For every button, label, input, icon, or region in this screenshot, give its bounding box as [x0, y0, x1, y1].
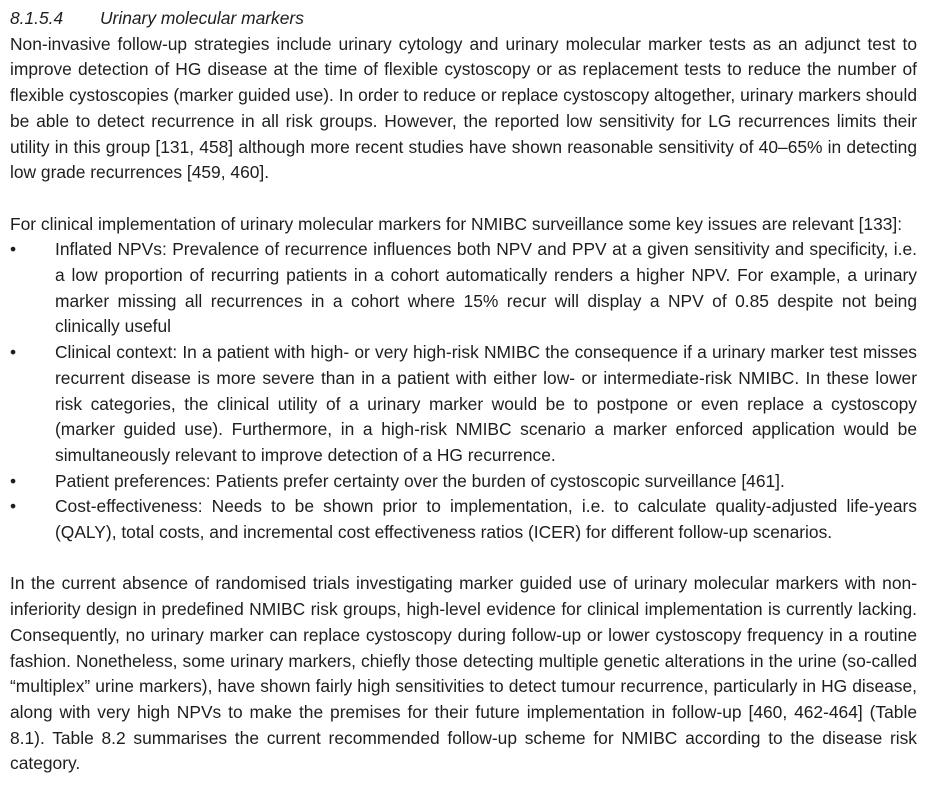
section-title: Urinary molecular markers [100, 8, 304, 28]
paragraph-spacer [10, 546, 917, 572]
section-number: 8.1.5.4 [10, 8, 64, 28]
list-item [10, 469, 917, 495]
list-item-text: Inflated NPVs: Prevalence of recurrence influences both NPV and PPV at a given sensitivity and specificity, i.e. a low proportion of recurring patients in a cohort automatically renders a higher NPV. For example, a urinary marker missing all recurrences in a cohort where 15% recur will display a NPV of 0.85 despite not being clinically useful [55, 239, 917, 337]
paragraph-spacer [10, 186, 917, 212]
intro-paragraph: Non-invasive follow-up strategies include urinary cytology and urinary molecular marker tests as an adjunct test to improve detection of HG disease at the time of flexible cystoscopy or as replacement tests to reduce the number of flexible cystoscopies (marker guided use). In order to reduce or replace cystoscopy altogether, urinary markers should be able to detect recurrence in all risk groups. However, the reported low sensitivity for LG recurrences limits their utility in this group [131, 458] although more recent studies have shown reasonable sensitivity of 40–65% in detecting low grade recurrences [459, 460]. [10, 33, 917, 183]
section-heading [10, 6, 917, 32]
key-issues-list [10, 237, 917, 545]
list-item-text: Clinical context: In a patient with high- or very high-risk NMIBC the consequence if a urinary marker test misses recurrent disease is more severe than in a patient with either low- or intermediate-risk NMIBC. In these lower risk categories, the clinical utility of a urinary marker would be to postpone or even replace a cystoscopy (marker guided use). Furthermore, in a high-risk NMIBC scenario a marker enforced application would be simultaneously relevant to improve detection of a HG recurrence. [55, 342, 917, 465]
issues-intro-paragraph: For clinical implementation of urinary molecular markers for NMIBC surveillance some key issues are relevant [133]: [10, 213, 903, 234]
bullet-marker: • [10, 470, 17, 491]
bullet-marker: • [10, 239, 17, 260]
bullet-marker: • [10, 496, 17, 517]
list-item [10, 494, 917, 545]
list-item-text: Patient preferences: Patients prefer certainty over the burden of cystoscopic surveillance [461]. [55, 470, 785, 491]
list-item [10, 237, 917, 340]
bullet-marker: • [10, 342, 17, 363]
list-item [10, 340, 917, 469]
list-item-text: Cost-effectiveness: Needs to be shown prior to implementation, i.e. to calculate quality-adjusted life-years (QALY), total costs, and incremental cost effectiveness ratios (ICER) for different follow-up scenarios. [55, 496, 917, 543]
conclusion-paragraph: In the current absence of randomised trials investigating marker guided use of urinary molecular markers with non-inferiority design in predefined NMIBC risk groups, high-level evidence for clinical implementation is currently lacking. Consequently, no urinary marker can replace cystoscopy during follow-up or lower cystoscopy frequency in a routine fashion. Nonetheless, some urinary markers, chiefly those detecting multiple genetic alterations in the urine (so-called “multiplex” urine markers), have shown fairly high sensitivities to detect tumour recurrence, particularly in HG disease, along with very high NPVs to make the premises for their future implementation in follow-up [460, 462-464] (Table 8.1). Table 8.2 summarises the current recommended follow-up scheme for NMIBC according to the disease risk category. [10, 573, 917, 774]
